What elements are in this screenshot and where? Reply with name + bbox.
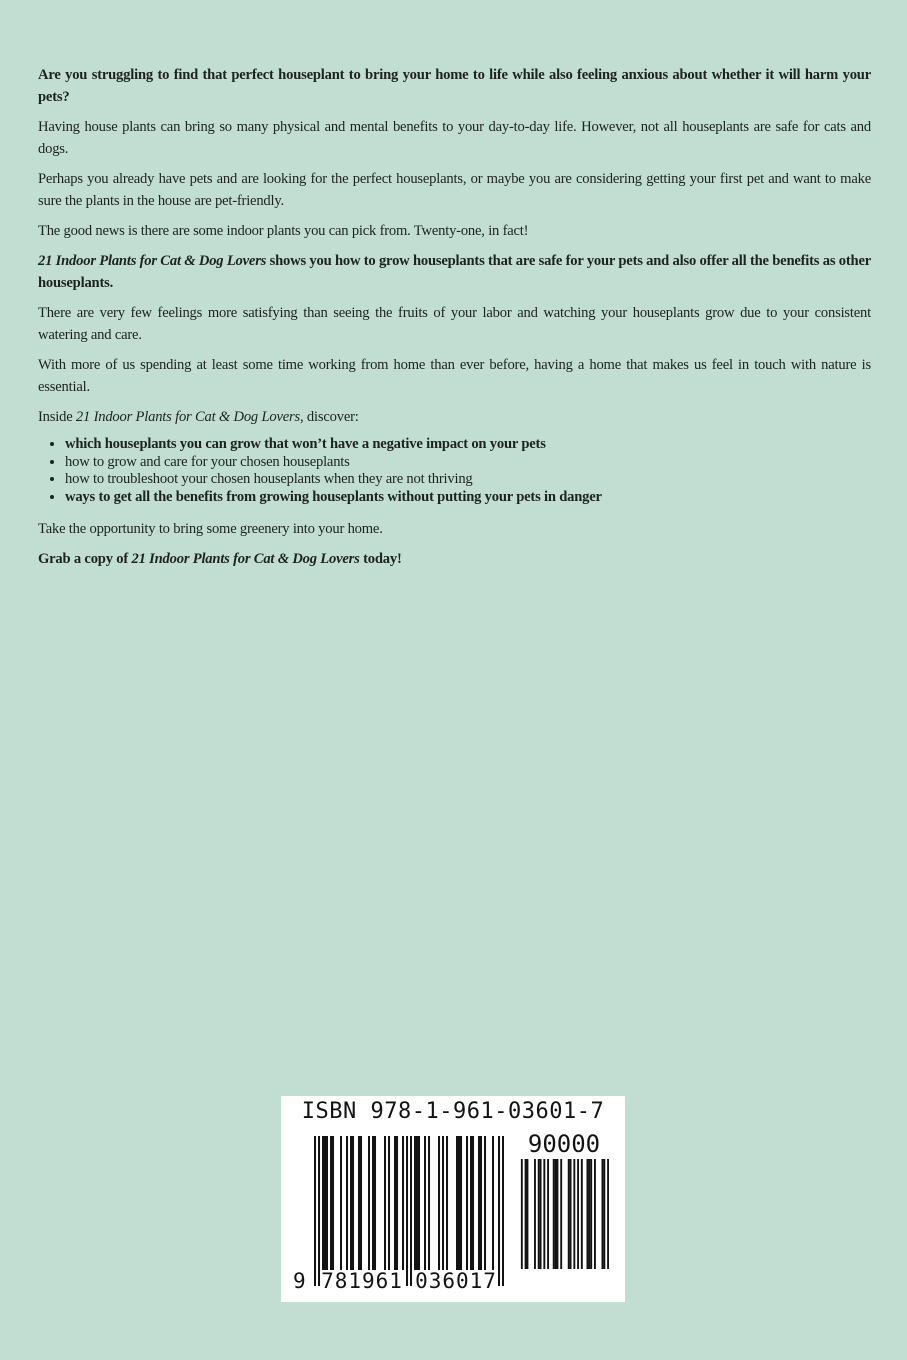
ean13-digits-left: 781961 bbox=[321, 1269, 403, 1293]
discover-intro-paragraph bbox=[38, 406, 871, 428]
benefits-list bbox=[38, 436, 871, 506]
book-title: 21 Indoor Plants for Cat & Dog Lovers bbox=[38, 253, 267, 269]
good-news-paragraph: The good news is there are some indoor plants you can pick from. Twenty-one, in fact! bbox=[38, 223, 529, 239]
hook-paragraph: Are you struggling to find that perfect houseplant to bring your home to life while also feeling anxious about whether it will harm your pets? bbox=[38, 67, 871, 105]
ean13-barcode bbox=[314, 1136, 504, 1286]
title-pitch-paragraph bbox=[38, 250, 871, 294]
book-title: 21 Indoor Plants for Cat & Dog Lovers bbox=[75, 409, 301, 425]
list-item: • how to grow and care for your chosen houseplants bbox=[65, 454, 871, 472]
book-title: 21 Indoor Plants for Cat & Dog Lovers bbox=[131, 551, 360, 567]
isbn-number-label: ISBN 978-1-961-03601-7 bbox=[301, 1099, 605, 1124]
cta-prefix: Grab a copy of bbox=[38, 551, 132, 567]
discover-suffix: , discover: bbox=[300, 409, 359, 425]
work-from-home-paragraph: With more of us spending at least some time working from home than ever before, having a home that makes us feel in touch with nature is essential. bbox=[38, 357, 871, 395]
back-cover-text bbox=[38, 64, 871, 578]
list-item: • how to troubleshoot your chosen houseplants when they are not thriving bbox=[65, 471, 871, 489]
cta-paragraph bbox=[38, 548, 871, 570]
ean5-addon-barcode bbox=[519, 1159, 609, 1269]
pets-paragraph: Perhaps you already have pets and are looking for the perfect houseplants, or maybe you are considering getting your first pet and want to make sure the plants in the house are pet-friendly. bbox=[38, 171, 871, 209]
ean13-digit-first: 9 bbox=[293, 1269, 306, 1293]
list-item: • which houseplants you can grow that won’t have a negative impact on your pets bbox=[65, 436, 871, 454]
benefits-paragraph: Having house plants can bring so many physical and mental benefits to your day-to-day life. However, not all houseplants are safe for cats and dogs. bbox=[38, 119, 871, 157]
cta-suffix: today! bbox=[359, 551, 402, 567]
list-item: • ways to get all the benefits from growing houseplants without putting your pets in danger bbox=[65, 489, 871, 507]
ean13-digits-right: 036017 bbox=[415, 1269, 497, 1293]
pitch-text: shows you how to grow houseplants that are safe for your pets and also offer all the benefits as other houseplants. bbox=[38, 253, 871, 291]
discover-prefix: Inside bbox=[38, 409, 76, 425]
isbn-barcode-block bbox=[281, 1096, 625, 1302]
addon-price-code: 90000 bbox=[527, 1130, 601, 1158]
satisfaction-paragraph: There are very few feelings more satisfying than seeing the fruits of your labor and watching your houseplants grow due to your consistent watering and care. bbox=[38, 305, 871, 343]
closing-paragraph: Take the opportunity to bring some greenery into your home. bbox=[38, 521, 383, 537]
